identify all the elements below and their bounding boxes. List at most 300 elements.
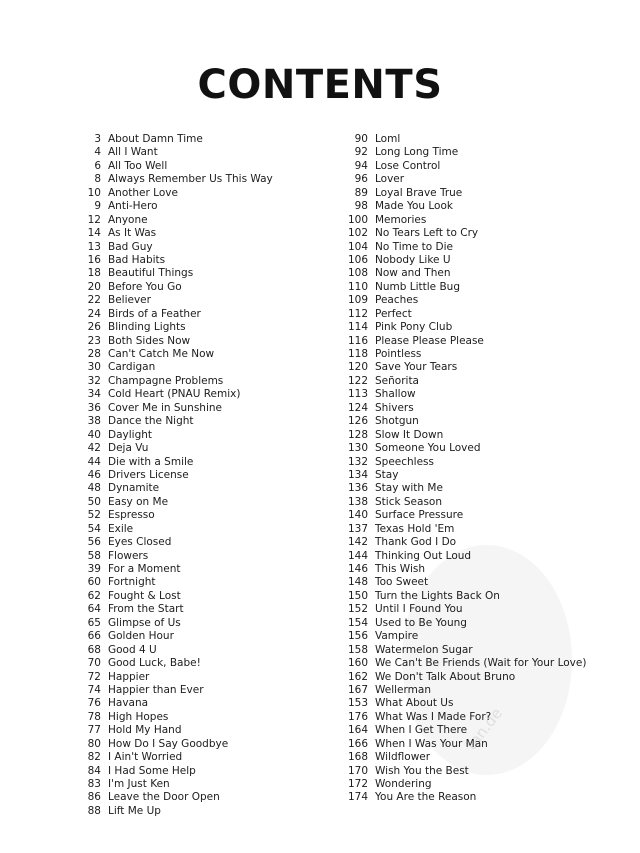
toc-page-number: 52: [87, 509, 101, 522]
toc-page-number: 137: [347, 522, 368, 535]
toc-entry: [347, 684, 586, 697]
toc-song-title: Now and Then: [375, 267, 451, 280]
toc-entry: [80, 267, 273, 280]
toc-song-title: Anti-Hero: [108, 200, 158, 213]
toc-page-number: 46: [87, 468, 101, 481]
toc-song-title: Cover Me in Sunshine: [108, 401, 222, 414]
toc-page-number: 77: [87, 724, 101, 737]
toc-entry: [80, 375, 273, 388]
toc-page-number: 144: [347, 549, 368, 562]
toc-entry: [80, 281, 273, 294]
toc-entry: [347, 576, 586, 589]
toc-page-number: 14: [87, 227, 101, 240]
toc-page-number: 96: [354, 173, 368, 186]
toc-page-number: 40: [87, 428, 101, 441]
toc-song-title: Stay: [375, 468, 399, 481]
toc-page-number: 54: [87, 522, 101, 535]
toc-page-number: 48: [87, 482, 101, 495]
toc-song-title: Exile: [108, 522, 134, 535]
toc-song-title: Believer: [108, 294, 151, 307]
toc-entry: [347, 509, 586, 522]
toc-page-number: 23: [87, 334, 101, 347]
toc-song-title: Hold My Hand: [108, 724, 182, 737]
toc-song-title: Someone You Loved: [375, 442, 481, 455]
toc-page-number: 138: [347, 495, 368, 508]
toc-song-title: Turn the Lights Back On: [375, 589, 500, 602]
toc-entry: [347, 630, 586, 643]
toc-page-number: 44: [87, 455, 101, 468]
toc-entry: [80, 482, 273, 495]
toc-page-number: 13: [87, 240, 101, 253]
toc-entry: [347, 321, 586, 334]
toc-entry: [80, 671, 273, 684]
toc-entry: [347, 214, 586, 227]
toc-song-title: As It Was: [108, 227, 157, 240]
toc-entry: [347, 361, 586, 374]
toc-page-number: 134: [347, 468, 368, 481]
toc-song-title: All Too Well: [108, 159, 168, 172]
toc-page-number: 92: [354, 146, 368, 159]
toc-page-number: 8: [94, 173, 101, 186]
toc-song-title: Lose Control: [375, 159, 441, 172]
toc-page-number: 124: [347, 401, 368, 414]
toc-page-number: 34: [87, 388, 101, 401]
toc-song-title: All I Want: [108, 146, 158, 159]
toc-page-number: 83: [87, 778, 101, 790]
toc-page-number: 72: [87, 670, 101, 683]
toc-song-title: Eyes Closed: [108, 536, 172, 549]
toc-song-title: Golden Hour: [108, 630, 174, 643]
toc-song-title: Numb Little Bug: [375, 280, 460, 293]
toc-entry: [347, 388, 586, 401]
toc-page-number: 100: [347, 213, 368, 226]
toc-song-title: Blinding Lights: [108, 321, 186, 334]
toc-song-title: I Ain't Worried: [108, 751, 183, 764]
toc-page-number: 6: [94, 159, 101, 172]
toc-song-title: From the Start: [108, 603, 184, 616]
toc-entry: [80, 469, 273, 482]
toc-page-number: 88: [87, 804, 101, 817]
toc-song-title: What Was I Made For?: [375, 710, 492, 723]
toc-page-number: 122: [347, 374, 368, 387]
toc-entry: [80, 308, 273, 321]
toc-entry: [347, 200, 586, 213]
toc-song-title: I'm Just Ken: [108, 778, 170, 790]
toc-entry: [80, 214, 273, 227]
toc-song-title: Fortnight: [108, 576, 156, 589]
toc-song-title: Wish You the Best: [375, 764, 469, 777]
toc-song-title: Beautiful Things: [108, 267, 194, 280]
toc-song-title: Bad Habits: [108, 253, 166, 266]
toc-page-number: 106: [347, 253, 368, 266]
toc-entry: [80, 603, 273, 616]
toc-page-number: 110: [347, 280, 368, 293]
toc-entry: [80, 294, 273, 307]
toc-entry: [347, 738, 586, 751]
toc-song-title: Pink Pony Club: [375, 321, 453, 334]
toc-page-number: 162: [347, 670, 368, 683]
toc-page-number: 42: [87, 442, 101, 455]
toc-entry: [80, 388, 273, 401]
toc-song-title: Please Please Please: [375, 334, 484, 347]
toc-song-title: Lift Me Up: [108, 804, 161, 817]
toc-song-title: What About Us: [375, 697, 454, 710]
toc-song-title: Birds of a Feather: [108, 307, 201, 320]
toc-entry: [80, 644, 273, 657]
contents-left-column: [80, 133, 273, 818]
toc-page-number: 128: [347, 428, 368, 441]
toc-entry: [347, 711, 586, 724]
toc-page-number: 82: [87, 751, 101, 764]
toc-entry: [347, 496, 586, 509]
toc-song-title: Daylight: [108, 428, 153, 441]
toc-page-number: 38: [87, 415, 101, 428]
toc-entry: [347, 482, 586, 495]
toc-entry: [80, 335, 273, 348]
toc-entry: [80, 765, 273, 778]
contents-right-column: [347, 133, 586, 805]
toc-entry: [80, 187, 273, 200]
toc-song-title: Happier than Ever: [108, 683, 204, 696]
toc-page-number: 132: [347, 455, 368, 468]
toc-entry: [347, 227, 586, 240]
toc-page-number: 58: [87, 549, 101, 562]
toc-page-number: 60: [87, 576, 101, 589]
toc-entry: [80, 402, 273, 415]
toc-song-title: Texas Hold 'Em: [375, 522, 455, 535]
toc-entry: [347, 133, 586, 146]
toc-entry: [347, 402, 586, 415]
toc-page-number: 16: [87, 253, 101, 266]
toc-entry: [347, 751, 586, 764]
toc-entry: [347, 603, 586, 616]
toc-page-number: 113: [347, 388, 368, 401]
toc-entry: [347, 348, 586, 361]
toc-entry: [347, 550, 586, 563]
toc-page-number: 9: [94, 200, 101, 213]
toc-song-title: Pointless: [375, 348, 422, 360]
toc-page-number: 130: [347, 442, 368, 455]
toc-song-title: Good 4 U: [108, 643, 157, 656]
toc-song-title: High Hopes: [108, 710, 169, 723]
toc-page-number: 22: [87, 294, 101, 307]
toc-page-number: 64: [87, 603, 101, 616]
toc-song-title: Dance the Night: [108, 415, 194, 428]
toc-entry: [347, 160, 586, 173]
toc-song-title: Happier: [108, 670, 150, 683]
toc-page-number: 12: [87, 213, 101, 226]
toc-song-title: Espresso: [108, 509, 155, 522]
toc-song-title: Good Luck, Babe!: [108, 657, 201, 670]
page-title: CONTENTS: [197, 62, 443, 108]
toc-entry: [347, 523, 586, 536]
toc-page-number: 164: [347, 724, 368, 737]
toc-page-number: 109: [347, 294, 368, 307]
toc-entry: [347, 415, 586, 428]
toc-song-title: Another Love: [108, 186, 178, 199]
toc-entry: [80, 442, 273, 455]
toc-song-title: Can't Catch Me Now: [108, 348, 215, 360]
toc-page-number: 80: [87, 737, 101, 750]
toc-page-number: 36: [87, 401, 101, 414]
toc-entry: [347, 442, 586, 455]
toc-entry: [80, 805, 273, 818]
toc-entry: [347, 187, 586, 200]
toc-entry: [80, 146, 273, 159]
toc-song-title: I Had Some Help: [108, 764, 196, 777]
toc-page-number: 102: [347, 227, 368, 240]
toc-entry: [347, 456, 586, 469]
toc-entry: [347, 267, 586, 280]
toc-song-title: Vampire: [375, 630, 419, 643]
toc-page-number: 68: [87, 643, 101, 656]
toc-song-title: Nobody Like U: [375, 253, 451, 266]
watermark-text: tan.de: [462, 704, 506, 754]
toc-page-number: 78: [87, 710, 101, 723]
toc-entry: [80, 227, 273, 240]
toc-song-title: Perfect: [375, 307, 412, 320]
toc-page-number: 176: [347, 710, 368, 723]
toc-entry: [80, 509, 273, 522]
toc-page-number: 86: [87, 791, 101, 804]
toc-page-number: 152: [347, 603, 368, 616]
toc-entry: [80, 590, 273, 603]
toc-song-title: About Damn Time: [108, 133, 203, 145]
toc-song-title: Shivers: [375, 401, 414, 414]
toc-song-title: You Are the Reason: [375, 791, 477, 804]
toc-page-number: 174: [347, 791, 368, 804]
toc-page-number: 20: [87, 280, 101, 293]
toc-entry: [347, 778, 586, 791]
toc-entry: [347, 791, 586, 804]
toc-page-number: 156: [347, 630, 368, 643]
toc-song-title: Stay with Me: [375, 482, 443, 495]
toc-entry: [347, 765, 586, 778]
toc-song-title: Thank God I Do: [375, 536, 457, 549]
toc-song-title: When I Get There: [375, 724, 468, 737]
toc-page-number: 142: [347, 536, 368, 549]
toc-song-title: Cold Heart (PNAU Remix): [108, 388, 241, 401]
toc-entry: [80, 563, 273, 576]
toc-entry: [80, 791, 273, 804]
toc-page-number: 112: [347, 307, 368, 320]
toc-entry: [347, 617, 586, 630]
toc-song-title: Thinking Out Loud: [375, 549, 472, 562]
toc-entry: [80, 429, 273, 442]
toc-page-number: 3: [94, 133, 101, 145]
toc-entry: [80, 684, 273, 697]
toc-entry: [80, 241, 273, 254]
toc-song-title: Leave the Door Open: [108, 791, 220, 804]
toc-song-title: Memories: [375, 213, 427, 226]
toc-page-number: 120: [347, 361, 368, 374]
toc-entry: [347, 469, 586, 482]
toc-song-title: How Do I Say Goodbye: [108, 737, 229, 750]
toc-entry: [80, 536, 273, 549]
toc-song-title: Peaches: [375, 294, 419, 307]
toc-song-title: Fought & Lost: [108, 589, 181, 602]
toc-entry: [80, 630, 273, 643]
toc-entry: [347, 697, 586, 710]
toc-page-number: 98: [354, 200, 368, 213]
toc-song-title: Señorita: [375, 374, 419, 387]
toc-song-title: Save Your Tears: [375, 361, 458, 374]
toc-song-title: Loyal Brave True: [375, 186, 463, 199]
toc-page-number: 108: [347, 267, 368, 280]
toc-page-number: 148: [347, 576, 368, 589]
toc-song-title: Shotgun: [375, 415, 419, 428]
toc-song-title: Watermelon Sugar: [375, 643, 473, 656]
toc-page-number: 30: [87, 361, 101, 374]
toc-entry: [347, 657, 586, 670]
toc-page-number: 154: [347, 616, 368, 629]
toc-page-number: 66: [87, 630, 101, 643]
toc-page-number: 104: [347, 240, 368, 253]
toc-page-number: 4: [94, 146, 101, 159]
toc-song-title: Deja Vu: [108, 442, 149, 455]
toc-song-title: Slow It Down: [375, 428, 444, 441]
toc-song-title: We Don't Talk About Bruno: [375, 670, 516, 683]
toc-song-title: No Time to Die: [375, 240, 453, 253]
toc-song-title: When I Was Your Man: [375, 737, 488, 750]
toc-page-number: 24: [87, 307, 101, 320]
toc-page-number: 32: [87, 374, 101, 387]
toc-page-number: 116: [347, 334, 368, 347]
toc-entry: [80, 456, 273, 469]
toc-song-title: We Can't Be Friends (Wait for Your Love): [375, 657, 587, 670]
toc-entry: [347, 335, 586, 348]
toc-song-title: Wildflower: [375, 751, 431, 764]
toc-song-title: Anyone: [108, 213, 148, 226]
toc-entry: [347, 146, 586, 159]
toc-page-number: 10: [87, 186, 101, 199]
toc-entry: [347, 281, 586, 294]
toc-entry: [80, 133, 273, 146]
toc-page-number: 28: [87, 348, 101, 360]
toc-page-number: 160: [347, 657, 368, 670]
toc-entry: [80, 550, 273, 563]
toc-entry: [347, 375, 586, 388]
toc-song-title: Surface Pressure: [375, 509, 464, 522]
toc-entry: [80, 724, 273, 737]
toc-song-title: Stick Season: [375, 495, 442, 508]
toc-entry: [80, 617, 273, 630]
toc-song-title: Cardigan: [108, 361, 156, 374]
toc-page-number: 56: [87, 536, 101, 549]
toc-song-title: Before You Go: [108, 280, 182, 293]
toc-song-title: Glimpse of Us: [108, 616, 181, 629]
toc-song-title: Both Sides Now: [108, 334, 191, 347]
toc-song-title: Wellerman: [375, 683, 431, 696]
toc-entry: [80, 415, 273, 428]
toc-song-title: Die with a Smile: [108, 455, 194, 468]
toc-entry: [80, 321, 273, 334]
toc-page-number: 26: [87, 321, 101, 334]
toc-entry: [80, 200, 273, 213]
toc-page-number: 114: [347, 321, 368, 334]
toc-song-title: Always Remember Us This Way: [108, 173, 273, 186]
toc-entry: [80, 711, 273, 724]
toc-song-title: Long Long Time: [375, 146, 459, 159]
toc-page-number: 150: [347, 589, 368, 602]
toc-song-title: Used to Be Young: [375, 616, 467, 629]
toc-entry: [347, 563, 586, 576]
toc-page-number: 136: [347, 482, 368, 495]
toc-page-number: 18: [87, 267, 101, 280]
toc-entry: [347, 241, 586, 254]
toc-page-number: 62: [87, 589, 101, 602]
toc-song-title: This Wish: [375, 563, 425, 575]
toc-page-number: 126: [347, 415, 368, 428]
toc-song-title: Lover: [375, 173, 405, 186]
toc-song-title: Wondering: [375, 778, 432, 790]
toc-page-number: 153: [347, 697, 368, 710]
toc-page-number: 84: [87, 764, 101, 777]
toc-entry: [347, 173, 586, 186]
toc-entry: [347, 536, 586, 549]
toc-entry: [347, 429, 586, 442]
toc-entry: [80, 576, 273, 589]
toc-page-number: 70: [87, 657, 101, 670]
toc-song-title: Until I Found You: [375, 603, 463, 616]
toc-entry: [347, 294, 586, 307]
toc-entry: [80, 751, 273, 764]
toc-page-number: 172: [347, 778, 368, 790]
toc-entry: [80, 496, 273, 509]
toc-song-title: Drivers License: [108, 468, 189, 481]
toc-entry: [80, 657, 273, 670]
toc-song-title: Flowers: [108, 549, 149, 562]
toc-entry: [80, 160, 273, 173]
toc-song-title: Made You Look: [375, 200, 453, 213]
toc-entry: [347, 590, 586, 603]
toc-entry: [347, 644, 586, 657]
toc-song-title: Champagne Problems: [108, 374, 224, 387]
toc-page-number: 89: [354, 186, 368, 199]
toc-song-title: No Tears Left to Cry: [375, 227, 479, 240]
toc-page-number: 50: [87, 495, 101, 508]
toc-page-number: 140: [347, 509, 368, 522]
toc-song-title: Loml: [375, 133, 401, 145]
toc-song-title: Too Sweet: [375, 576, 429, 589]
toc-song-title: Havana: [108, 697, 149, 710]
toc-page-number: 65: [87, 616, 101, 629]
toc-page-number: 76: [87, 697, 101, 710]
toc-entry: [80, 523, 273, 536]
toc-page-number: 74: [87, 683, 101, 696]
toc-song-title: Easy on Me: [108, 495, 169, 508]
toc-song-title: Shallow: [375, 388, 416, 401]
toc-page-number: 166: [347, 737, 368, 750]
toc-page-number: 94: [354, 159, 368, 172]
toc-entry: [347, 724, 586, 737]
toc-page-number: 170: [347, 764, 368, 777]
toc-song-title: Bad Guy: [108, 240, 153, 253]
toc-entry: [80, 254, 273, 267]
toc-entry: [80, 348, 273, 361]
toc-song-title: Speechless: [375, 455, 434, 468]
toc-page-number: 39: [87, 563, 101, 575]
toc-song-title: Dynamite: [108, 482, 160, 495]
toc-entry: [80, 173, 273, 186]
toc-song-title: For a Moment: [108, 563, 181, 575]
toc-page-number: 158: [347, 643, 368, 656]
toc-page-number: 146: [347, 563, 368, 575]
toc-entry: [347, 671, 586, 684]
toc-page-number: 168: [347, 751, 368, 764]
toc-page-number: 167: [347, 683, 368, 696]
toc-entry: [80, 361, 273, 374]
